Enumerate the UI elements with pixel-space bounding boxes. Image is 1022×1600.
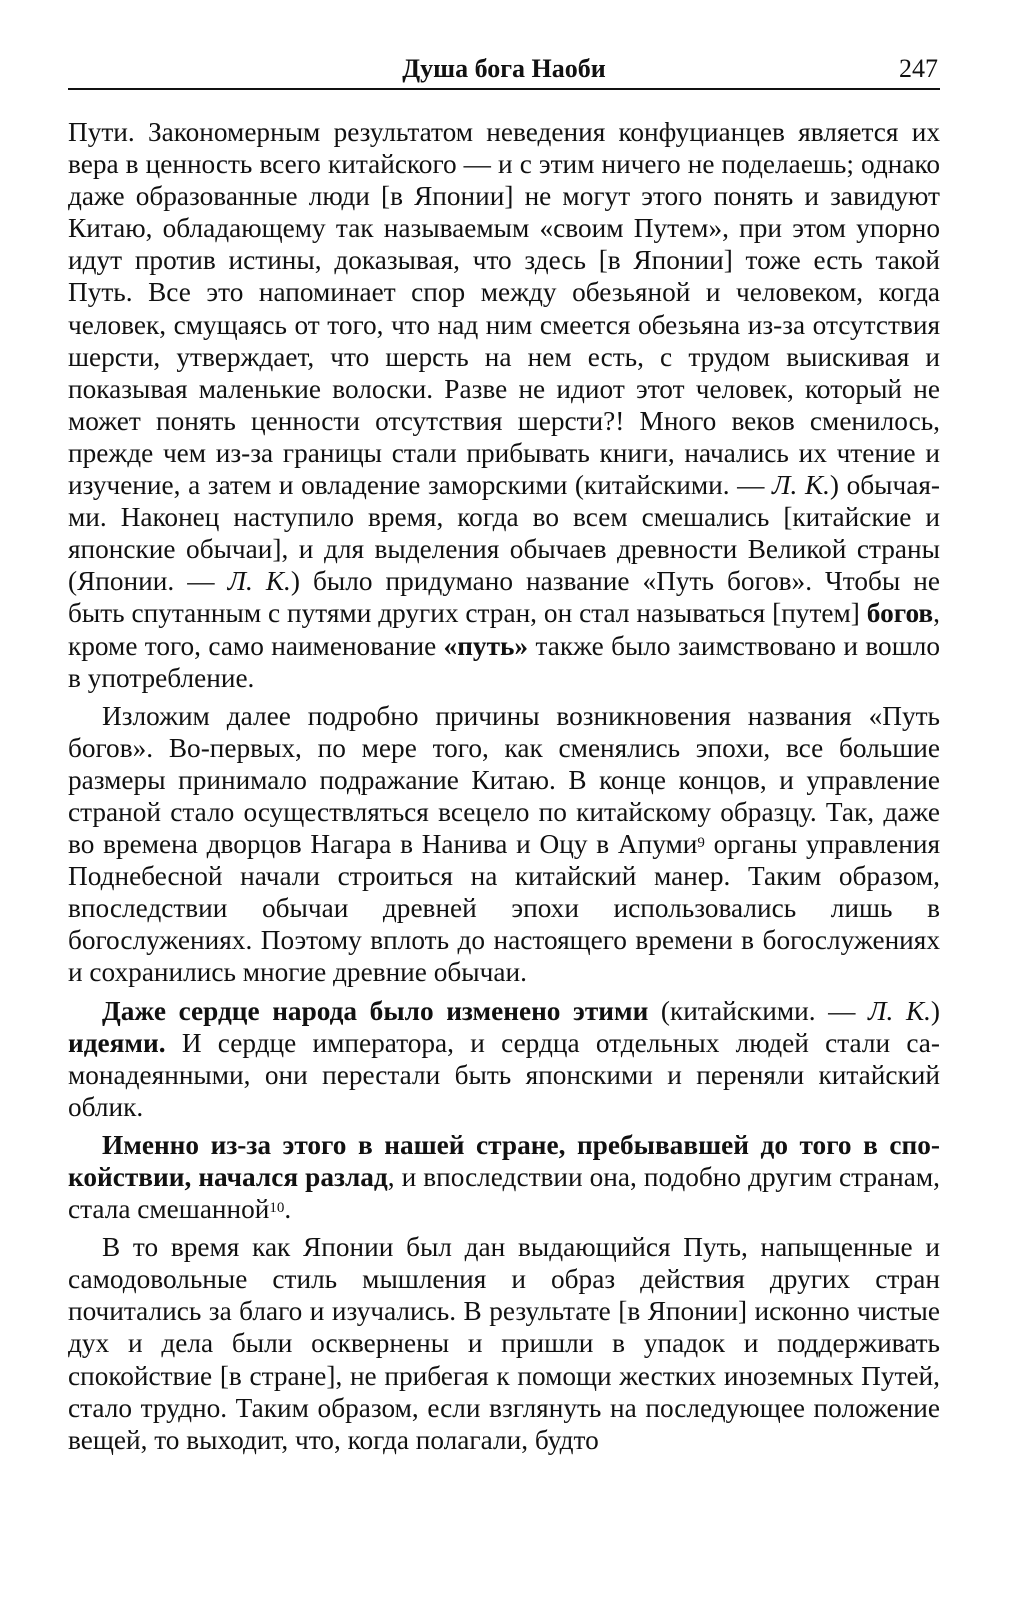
paragraph-text: ) обычаями. Наконец наступило время, когда во всем смешались [китайские и японские обычаи], и для выделения обычаев древности Великой страны (Японии. — <box>68 470 940 597</box>
paragraph-text: И сердце императора, и сердца отдельных людей стали самонадеянными, они перестали быть японскими и переняли китайский облик. <box>68 1027 940 1122</box>
paragraph-3 <box>68 995 940 1123</box>
bold-quote: идеями. <box>68 1027 166 1058</box>
author-initials: Л. К. <box>227 566 291 597</box>
bold-quote: Именно из-за этого в нашей стране, пребывавшей до того в спокойствии, начался разлад <box>68 1129 940 1192</box>
paragraph-1 <box>68 116 940 694</box>
paragraph-text: , и впоследствии она, подобно другим странам, стала смешанной <box>68 1162 940 1225</box>
bold-term: «путь» <box>443 630 529 661</box>
paragraph-text: Изложим далее подробно причины возникновения названия «Путь богов». Во-первых, по мере того, как сменялись эпохи, все большие размеры принимало подражание Китаю. В конце концов, и управление страной стало осуществляться всецело по китайскому образцу. Так, даже во времена дворцов Нагара в Нанива и Оцу в Апуми <box>68 700 940 860</box>
paragraph-text: . <box>284 1194 292 1225</box>
paragraph-text: Пути. Закономерным результатом неведения конфуцианцев является их вера в ценность всего китайского — и с этим ничего не поделаешь; однако даже образованные люди [в Японии] не могут этого понять и завидуют Китаю, обладающему так называемым «своим Путем», при этом упорно идут против истины, доказывая, что здесь [в Японии] тоже есть такой Путь. Все это напоминает спор между обезьяной и человеком, когда человек, смущаясь от того, что над ним смеется обезьяна из-за отсутствия шерсти, утверждает, что шерсть на нем есть, с трудом выискивая и показывая маленькие волоски. Разве не идиот этот человек, который не может понять ценности отсутствия шерсти?! Много веков сменилось, прежде чем из-за границы стали прибывать книги, начались их чтение и изучение, а затем и овладение заморскими (китайскими. — <box>68 117 940 501</box>
paragraph-5 <box>68 1231 940 1456</box>
paragraph-text: (китайскими. — <box>648 995 869 1026</box>
page-number: 247 <box>899 54 938 83</box>
paragraph-2 <box>68 700 940 989</box>
paragraph-text: ) <box>930 995 940 1026</box>
paragraph-text: ) было придумано название «Путь богов». Чтобы не быть спутанным с путями других стран, он стал называться [путем] <box>68 566 940 629</box>
paragraph-text: также было заимствовано и вошло в употребление. <box>68 630 940 693</box>
paragraph-text: , кроме того, само наименование <box>68 598 940 661</box>
footnote-marker: 10 <box>269 1200 285 1217</box>
bold-quote: Даже сердце народа было изменено этими <box>102 995 649 1026</box>
body-text <box>68 116 940 1462</box>
paragraph-text: органы управления Поднебесной начали строиться на китайский манер. Таким образом, впоследствии обычаи древней эпохи использовались лишь в богослужениях. Поэтому вплоть до настоящего времени в богослужениях и сохранились многие древние обычаи. <box>68 829 940 988</box>
bold-term: богов <box>866 598 934 629</box>
footnote-marker: 9 <box>697 835 705 852</box>
running-header <box>68 54 940 90</box>
paragraph-4 <box>68 1129 940 1225</box>
paragraph-text: В то время как Японии был дан выдающийся Путь, напыщенные и самодовольные стиль мышления и образ действия других стран почитались за благо и изучались. В результате [в Японии] исконно чистые дух и дела были осквернены и пришли в упадок и поддерживать спокойствие [в стране], не прибегая к помощи жестких иноземных Путей, стало трудно. Таким образом, если взглянуть на последующее положение вещей, то выходит, что, когда полагали, будто <box>68 1232 940 1455</box>
author-initials: Л. К. <box>772 470 830 501</box>
author-initials: Л. К. <box>868 995 931 1026</box>
running-title: Душа бога Наоби <box>402 54 606 83</box>
